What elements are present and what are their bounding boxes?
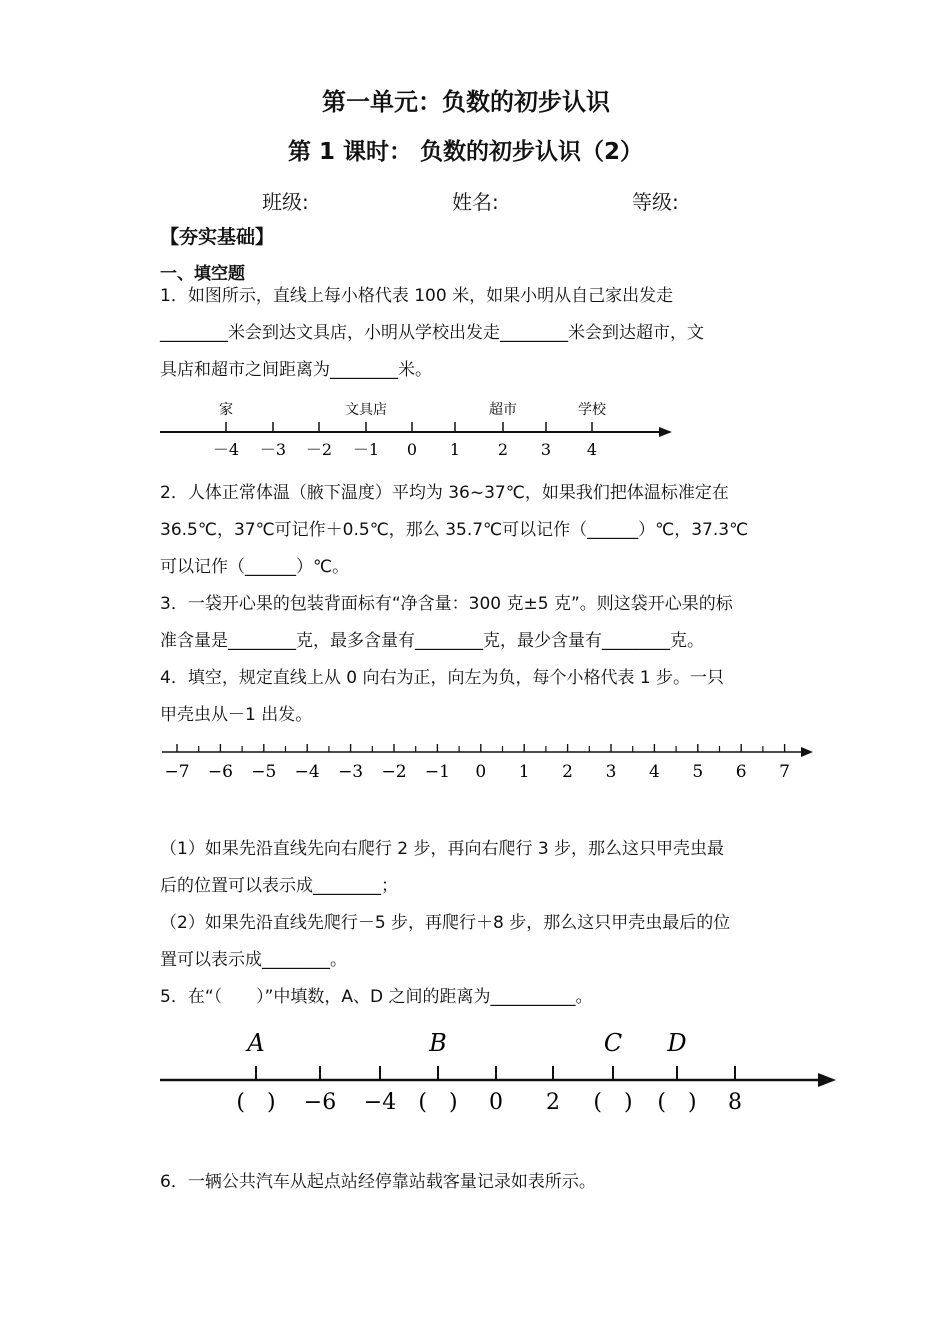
name-label: 姓名: [452,190,499,214]
nl2-num: 3 [605,762,617,782]
part-heading: 一、填空题 [160,264,245,284]
nl1-num: 3 [540,440,552,459]
nl1-num: 0 [406,440,418,459]
nl2-num: 4 [648,762,660,782]
nl1-label-school: 学校 [578,402,606,418]
nl2-num: 2 [562,762,574,782]
nl1-num: －2 [305,440,333,459]
nl3-letter-b: B [429,1029,447,1057]
nl3-num: −6 [303,1090,337,1115]
nl2-num: 6 [735,762,747,782]
nl2-num: −6 [207,762,233,782]
q1-line3: 具店和超市之间距离为________米。 [160,360,432,380]
nl3-num: 0 [489,1090,503,1115]
nl2-arrow [801,747,813,757]
nl1-num: 4 [586,440,598,459]
nl3-letter-a: A [247,1029,265,1057]
nl2-num: 0 [475,762,487,782]
section-heading: 【夯实基础】 [160,226,275,248]
q4-sub2-line2: 置可以表示成________。 [160,950,347,970]
nl3-num: 2 [546,1090,560,1115]
nl2-num: −1 [424,762,450,782]
nl1-label-stationery: 文具店 [345,402,387,418]
nl2-num: −7 [164,762,190,782]
lesson-subtitle: 第 1 课时： 负数的初步认识（2） [288,139,644,165]
q2-line1: 2．人体正常体温（腋下温度）平均为 36~37℃，如果我们把体温标准定在 [160,483,729,503]
q2-line2: 36.5℃，37℃可记作＋0.5℃，那么 35.7℃可以记作（______）℃，37.3℃ [160,520,749,540]
nl2-num: −3 [338,762,364,782]
nl2-num: 5 [692,762,704,782]
q4-sub1-line1: （1）如果先沿直线先向右爬行 2 步，再向右爬行 3 步，那么这只甲壳虫最 [160,839,725,859]
numberline-2 [150,735,830,790]
q4-line2: 甲壳虫从－1 出发。 [160,705,313,725]
q5-line1: 5．在“（ ）”中填数，A、D 之间的距离为__________。 [160,987,593,1007]
nl2-num: 7 [779,762,791,782]
nl1-arrow [659,427,672,437]
nl2-num: −5 [251,762,277,782]
q4-line1: 4．填空，规定直线上从 0 向右为正，向左为负，每个小格代表 1 步。一只 [160,668,725,688]
nl3-num: ( ) [236,1090,276,1115]
nl3-num: −4 [363,1090,397,1115]
page-title: 第一单元：负数的初步认识 [322,88,610,116]
nl3-letter-d: D [667,1029,687,1057]
nl3-num: ( ) [657,1090,697,1115]
nl1-num: 1 [449,440,461,459]
nl1-num: －3 [259,440,287,459]
nl1-num: 2 [497,440,509,459]
numberline-3 [150,1025,850,1120]
q4-sub2-line1: （2）如果先沿直线先爬行－5 步，再爬行＋8 步，那么这只甲壳虫最后的位 [160,913,731,933]
nl1-num: －1 [352,440,380,459]
grade-label: 等级: [632,190,679,214]
nl2-num: −2 [381,762,407,782]
q1-line2: ________米会到达文具店，小明从学校出发走________米会到达超市，文 [160,323,704,343]
nl1-label-supermarket: 超市 [489,402,517,418]
nl3-num: 8 [728,1090,742,1115]
nl2-num: −4 [294,762,320,782]
nl3-letter-c: C [603,1029,623,1057]
q6-line1: 6．一辆公共汽车从起点站经停靠站载客量记录如表所示。 [160,1172,596,1192]
q3-line1: 3．一袋开心果的包装背面标有“净含量：300 克±5 克”。则这袋开心果的标 [160,594,733,614]
q4-sub1-line2: 后的位置可以表示成________； [160,876,398,896]
numberline-1 [150,395,690,465]
nl3-num: ( ) [593,1090,633,1115]
nl3-num: ( ) [418,1090,458,1115]
nl1-num: －4 [212,440,240,459]
q3-line2: 准含量是________克，最多含量有________克，最少含量有________克。 [160,631,704,651]
q2-line3: 可以记作（______）℃。 [160,557,350,577]
nl2-num: 1 [518,762,530,782]
q1-line1: 1．如图所示，直线上每小格代表 100 米，如果小明从自己家出发走 [160,286,674,306]
nl1-label-home: 家 [219,402,233,418]
class-label: 班级: [262,190,309,214]
nl3-arrow [818,1073,836,1087]
